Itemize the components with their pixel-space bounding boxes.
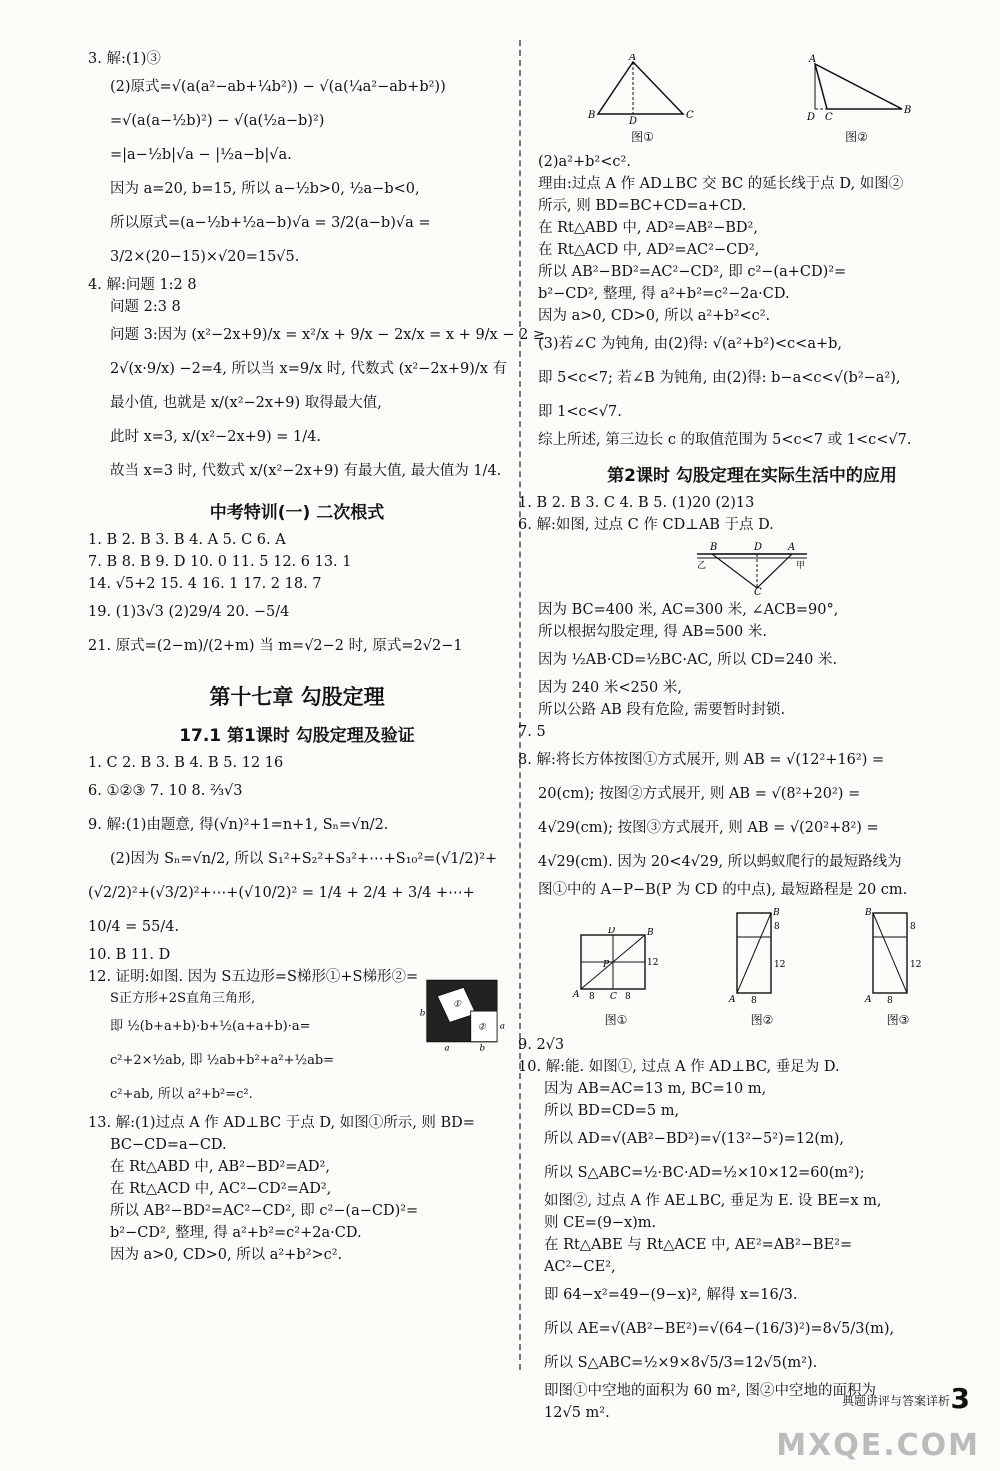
- answer-line: 所以公路 AB 段有危险, 需要暂时封锁.: [538, 702, 786, 718]
- vertex-label: A: [788, 542, 796, 553]
- vertex-label: B: [903, 105, 911, 116]
- answer-line: 4√29(cm); 按图③方式展开, 则 AB = √(20²+8²) =: [538, 820, 879, 836]
- answer-line: 即 ½(b+a+b)·b+½(a+a+b)·a=: [110, 1019, 311, 1034]
- answer-line: 图①中的 A−P−B(P 为 CD 的中点), 最短路程是 20 cm.: [538, 882, 908, 898]
- place-label: 甲: [796, 561, 806, 571]
- answer-line: 在 Rt△ABD 中, AD²=AB²−BD²,: [538, 220, 758, 236]
- length-label: 8: [910, 922, 916, 932]
- section-title: 17.1 第1课时 勾股定理及验证: [179, 726, 415, 746]
- answer-line: 3. 解:(1)③: [88, 51, 161, 67]
- answer-line: b²−CD², 整理, 得 a²+b²=c²−2a·CD.: [538, 286, 790, 302]
- answer-line: 因为 a>0, CD>0, 所以 a²+b²<c².: [538, 308, 771, 324]
- answer-line: 21. 原式=(2−m)/(2+m) 当 m=√2−2 时, 原式=2√2−1: [88, 638, 463, 654]
- answer-line: 12. 证明:如图. 因为 S五边形=S梯形①+S梯形②=: [88, 969, 419, 985]
- answer-line: 即 1<c<√7.: [538, 404, 622, 420]
- section-title: 中考特训(一) 二次根式: [209, 503, 385, 523]
- figure-label: b: [479, 1043, 486, 1054]
- length-label: 12: [647, 958, 659, 968]
- chapter-title: 第十七章 勾股定理: [209, 685, 385, 709]
- place-label: 乙: [697, 561, 707, 571]
- answer-line: 最小值, 也就是 x/(x²−2x+9) 取得最大值,: [110, 395, 382, 411]
- vertex-label: D: [608, 927, 616, 936]
- vertex-label: C: [824, 112, 833, 123]
- answer-line: 所以 S△ABC=½×9×8√5/3=12√5(m²).: [544, 1355, 818, 1371]
- figure-2: [797, 54, 917, 145]
- answer-line: 问题 3:因为 (x²−2x+9)/x = x²/x + 9/x − 2x/x = x + 9/x − 2 ≥: [110, 327, 546, 343]
- answer-line: 1. B 2. B 3. C 4. B 5. (1)20 (2)13: [518, 495, 755, 511]
- answer-line: 所以 AE=√(AB²−BE²)=√(64−(16/3)²)=8√5/3(m),: [544, 1321, 895, 1337]
- figure-label: ②: [477, 1022, 486, 1033]
- figure-caption: 图①: [631, 130, 654, 144]
- unfold-figure-3: [863, 907, 933, 1007]
- answer-line: 在 Rt△ACD 中, AC²−CD²=AD²,: [110, 1181, 332, 1197]
- answer-line: 在 Rt△ACD 中, AD²=AC²−CD²,: [538, 242, 760, 258]
- triangle-outline: [815, 64, 902, 109]
- triangle-outline: [712, 554, 792, 588]
- answer-line: (√2/2)²+(√3/2)²+⋯+(√10/2)² = 1/4 + 2/4 + 3/4 +⋯+: [88, 885, 475, 901]
- answer-line: =√(a(a−½b)²) − √(a(½a−b)²): [110, 113, 325, 129]
- answer-line: 13. 解:(1)过点 A 作 AD⊥BC 于点 D, 如图①所示, 则 BD=: [88, 1115, 475, 1131]
- answer-line: 2√(x·9/x) −2=4, 所以当 x=9/x 时, 代数式 (x²−2x+9)/x 有: [110, 361, 507, 377]
- vertex-label: C: [610, 992, 617, 1002]
- answer-line: 7. 5: [518, 724, 546, 740]
- answer-line: 所以 S△ABC=½·BC·AD=½×10×12=60(m²);: [544, 1165, 865, 1181]
- answer-line: 9. 2√3: [518, 1037, 565, 1053]
- footer-text: 典题讲评与答案详析: [841, 1394, 950, 1408]
- length-label: 12: [910, 960, 922, 970]
- answer-line: 因为 AB=AC=13 m, BC=10 m,: [544, 1081, 767, 1097]
- answer-line: 10. B 11. D: [88, 947, 171, 963]
- trapezoid-proof-figure: [418, 966, 506, 1056]
- answer-line: 因为 ½AB·CD=½BC·AC, 所以 CD=240 米.: [538, 652, 838, 668]
- answer-line: 3/2×(20−15)×√20=15√5.: [110, 249, 300, 265]
- answer-line: 1. B 2. B 3. B 4. A 5. C 6. A: [88, 532, 286, 548]
- answer-line: 所以原式=(a−½b+½a−b)√a = 3/2(a−b)√a =: [110, 215, 431, 231]
- answer-line: c²+ab, 所以 a²+b²=c².: [110, 1087, 253, 1102]
- vertex-label: B: [647, 928, 654, 938]
- length-label: 8: [774, 922, 780, 932]
- vertex-label: A: [573, 990, 580, 1000]
- answer-line: 如图②, 过点 A 作 AE⊥BC, 垂足为 E. 设 BE=x m,: [544, 1193, 882, 1209]
- answer-line: 综上所述, 第三边长 c 的取值范围为 5<c<7 或 1<c<√7.: [538, 432, 912, 448]
- answer-line: 所以根据勾股定理, 得 AB=500 米.: [538, 624, 767, 640]
- answer-line: 所以 AD=√(AB²−BD²)=√(13²−5²)=12(m),: [544, 1131, 845, 1147]
- vertex-label: C: [685, 110, 694, 121]
- answer-line: (2)原式=√(a(a²−ab+¼b²)) − √(a(¼a²−ab+b²)): [110, 79, 446, 95]
- vertex-label: A: [808, 54, 816, 65]
- answer-line: BC−CD=a−CD.: [110, 1137, 227, 1153]
- section-title: 第2课时 勾股定理在实际生活中的应用: [607, 466, 897, 486]
- answer-line: 因为 BC=400 米, AC=300 米, ∠ACB=90°,: [538, 602, 839, 618]
- answer-line: 理由:过点 A 作 AD⊥BC 交 BC 的延长线于点 D, 如图②: [538, 176, 904, 192]
- right-column: [518, 48, 966, 1424]
- figure-1: [571, 927, 661, 1028]
- vertex-label: B: [773, 908, 780, 918]
- vertex-label: C: [754, 587, 762, 595]
- length-label: 12: [774, 960, 786, 970]
- answer-line: b²−CD², 整理, 得 a²+b²=c²+2a·CD.: [110, 1225, 362, 1241]
- answer-line: 20(cm); 按图②方式展开, 则 AB = √(8²+20²) =: [538, 786, 861, 802]
- answer-line: 即图①中空地的面积为 60 m², 图②中空地的面积为: [544, 1383, 876, 1399]
- answer-line: 7. B 8. B 9. D 10. 0 11. 5 12. 6 13. 1: [88, 554, 352, 570]
- answer-line: 即 64−x²=49−(9−x)², 解得 x=16/3.: [544, 1287, 798, 1303]
- answer-line: 即 5<c<7; 若∠B 为钝角, 由(2)得: b−a<c<√(b²−a²),: [538, 370, 901, 386]
- vertex-label: A: [628, 54, 636, 63]
- answer-line: 在 Rt△ABD 中, AB²−BD²=AD²,: [110, 1159, 330, 1175]
- figure-label: a: [444, 1043, 450, 1054]
- answer-line: (3)若∠C 为钝角, 由(2)得: √(a²+b²)<c<a+b,: [538, 336, 843, 352]
- answer-line: 此时 x=3, x/(x²−2x+9) = 1/4.: [110, 429, 321, 445]
- vertex-label: D: [628, 116, 637, 124]
- answer-line: 所以 AB²−BD²=AC²−CD², 即 c²−(a−CD)²=: [110, 1203, 419, 1219]
- unfold-figure-2: [727, 907, 797, 1007]
- answer-line: 4. 解:问题 1:2 8: [88, 277, 197, 293]
- answer-line: 14. √5+2 15. 4 16. 1 17. 2 18. 7: [88, 576, 322, 592]
- answer-line: 所示, 则 BD=BC+CD=a+CD.: [538, 198, 747, 214]
- figure-label: ①: [453, 999, 462, 1010]
- answer-line: AC²−CE²,: [544, 1259, 616, 1275]
- figure-label: a: [499, 1021, 506, 1032]
- answer-line: 10/4 = 55/4.: [88, 919, 180, 935]
- figure-caption: 图②: [750, 1013, 774, 1027]
- answer-line: 1. C 2. B 3. B 4. B 5. 12 16: [88, 755, 284, 771]
- answer-line: 在 Rt△ABE 与 Rt△ACE 中, AE²=AB²−BE²=: [544, 1237, 853, 1253]
- answer-line: 因为 240 米<250 米,: [538, 680, 682, 696]
- length-label: 8: [751, 996, 757, 1006]
- answer-line: (2)因为 Sₙ=√n/2, 所以 S₁²+S₂²+S₃²+⋯+S₁₀²=(√1/2)²+: [110, 851, 498, 867]
- vertex-label: D: [806, 112, 815, 123]
- watermark: MXQE.COM: [776, 1428, 980, 1463]
- answer-line: 故当 x=3 时, 代数式 x/(x²−2x+9) 有最大值, 最大值为 1/4.: [110, 463, 502, 479]
- vertex-label: D: [754, 542, 763, 553]
- figure-caption: 图②: [845, 130, 868, 144]
- answer-line: 10. 解:能. 如图①, 过点 A 作 AD⊥BC, 垂足为 D.: [518, 1059, 840, 1075]
- vertex-label: P: [603, 960, 610, 970]
- path-line: [737, 913, 771, 993]
- figure-caption: 图③: [886, 1013, 910, 1027]
- vertex-label: A: [729, 995, 736, 1005]
- answer-line: 4√29(cm). 因为 20<4√29, 所以蚂蚁爬行的最短路线为: [538, 854, 902, 870]
- answer-line: (2)a²+b²<c².: [538, 154, 631, 170]
- proof-12-block: [88, 966, 506, 1112]
- triangle-figures: [538, 54, 966, 145]
- vertex-label: A: [865, 995, 872, 1005]
- answer-line: 因为 a>0, CD>0, 所以 a²+b²>c².: [110, 1247, 343, 1263]
- length-label: 8: [887, 996, 893, 1006]
- road-figure: [692, 540, 812, 595]
- answer-line: 所以 AB²−BD²=AC²−CD², 即 c²−(a+CD)²=: [538, 264, 847, 280]
- answer-line: =|a−½b|√a − |½a−b|√a.: [110, 147, 292, 163]
- answer-line: 因为 a=20, b=15, 所以 a−½b>0, ½a−b<0,: [110, 181, 420, 197]
- figure-label: b: [419, 1008, 426, 1019]
- answer-line: 则 CE=(9−x)m.: [544, 1215, 657, 1231]
- figure-3: [863, 907, 933, 1028]
- answer-line: 9. 解:(1)由题意, 得(√n)²+1=n+1, Sₙ=√n/2.: [88, 817, 389, 833]
- vertex-label: B: [587, 110, 595, 121]
- box-unfold-figures: [538, 907, 966, 1028]
- figure-1: [588, 54, 698, 145]
- answer-line: c²+2×½ab, 即 ½ab+b²+a²+½ab=: [110, 1053, 335, 1068]
- answer-line: 19. (1)3√3 (2)29/4 20. −5/4: [88, 604, 290, 620]
- answer-line: 所以 BD=CD=5 m,: [544, 1103, 680, 1119]
- answer-line: 8. 解:将长方体按图①方式展开, 则 AB = √(12²+16²) =: [518, 752, 885, 768]
- answer-line: 12√5 m².: [544, 1405, 610, 1421]
- vertex-label: B: [710, 542, 718, 553]
- path-line: [873, 913, 907, 993]
- answer-line: 6. ①②③ 7. 10 8. ⅔√3: [88, 783, 243, 799]
- length-label: 8: [589, 992, 595, 1002]
- obtuse-triangle-figure: [797, 54, 917, 124]
- answer-line: 问题 2:3 8: [110, 299, 181, 315]
- page-number: 3: [950, 1382, 970, 1415]
- acute-triangle-figure: [588, 54, 698, 124]
- length-label: 8: [625, 992, 631, 1002]
- unfold-figure-1: [571, 927, 661, 1007]
- answer-line: 6. 解:如图, 过点 C 作 CD⊥AB 于点 D.: [518, 517, 774, 533]
- answer-line: S正方形+2S直角三角形,: [110, 991, 256, 1006]
- vertex-label: B: [865, 908, 872, 918]
- figure-caption: 图①: [604, 1013, 628, 1027]
- triangle-outline: [598, 62, 683, 114]
- figure-2: [727, 907, 797, 1028]
